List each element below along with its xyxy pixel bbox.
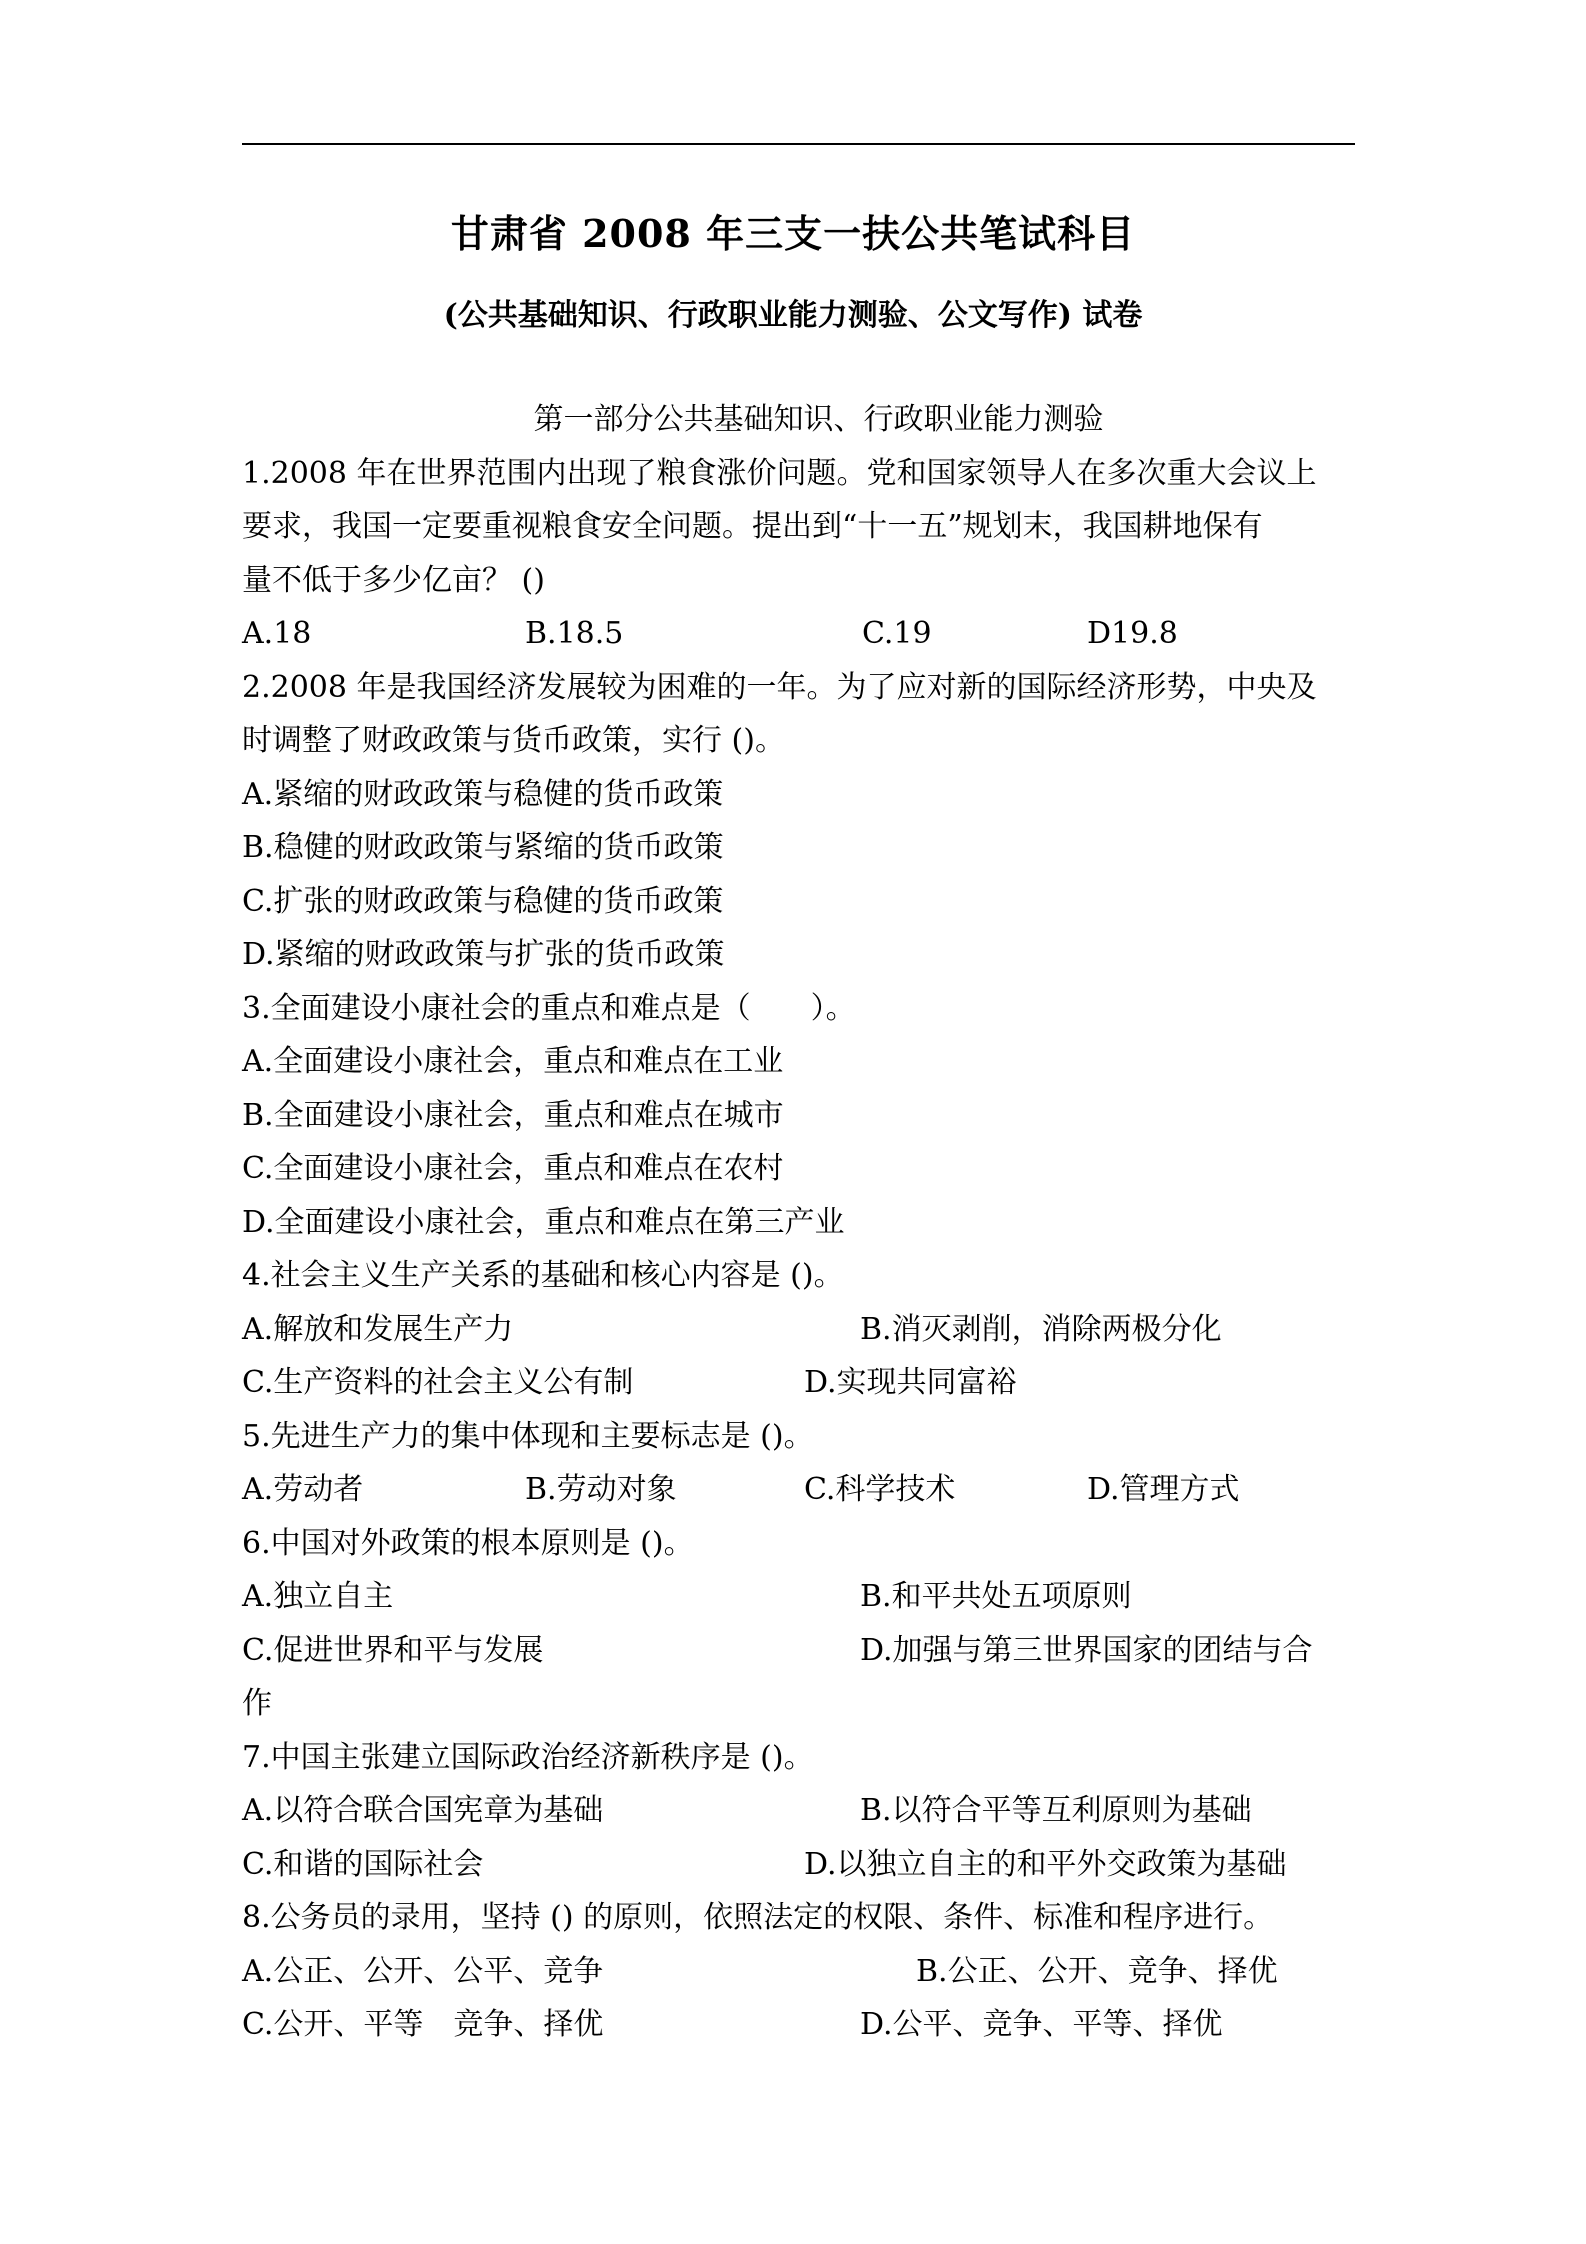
question-4-option-d: D.实现共同富裕 <box>804 1365 1017 1400</box>
question-5-option-a: A.劳动者 <box>242 1472 364 1507</box>
question-6-option-d: D.加强与第三世界国家的团结与合 <box>860 1632 1313 1668</box>
document-title: 甘肃省 2008 年三支一扶公共笔试科目 <box>450 211 1136 256</box>
section-title: 第一部分公共基础知识、行政职业能力测验 <box>533 402 1104 437</box>
question-6-option-a: A.独立自主 <box>242 1579 394 1614</box>
header-rule <box>242 143 1355 145</box>
question-7-options-row-1 <box>242 1784 1355 1838</box>
question-5-option-b: B.劳动对象 <box>525 1472 677 1507</box>
question-7-option-c: C.和谐的国际社会 <box>242 1846 484 1882</box>
question-5-stem: 5.先进生产力的集中体现和主要标志是 ()。 <box>242 1418 814 1454</box>
question-2-stem-line-2: 时调整了财政政策与货币政策，实行 ()。 <box>242 723 785 758</box>
question-1-option-d: D19.8 <box>1087 616 1178 651</box>
question-2-option-d: D.紧缩的财政政策与扩张的货币政策 <box>242 937 725 972</box>
question-3-option-a: A.全面建设小康社会，重点和难点在工业 <box>242 1044 784 1079</box>
question-7-stem: 7.中国主张建立国际政治经济新秩序是 ()。 <box>242 1739 814 1775</box>
question-1-option-a: A.18 <box>242 616 312 651</box>
question-7-option-a: A.以符合联合国宪章为基础 <box>242 1793 604 1828</box>
question-1-option-c: C.19 <box>862 616 932 651</box>
question-6-options-row-1 <box>242 1570 1355 1624</box>
question-2-stem-line-1: 2.2008 年是我国经济发展较为困难的一年。为了应对新的国际经济形势，中央及 <box>242 669 1317 705</box>
question-5-options <box>242 1463 1355 1517</box>
question-2-option-c: C.扩张的财政政策与稳健的货币政策 <box>242 883 724 919</box>
question-8-option-b: B.公正、公开、竞争、择优 <box>916 1953 1278 1989</box>
document-subtitle: (公共基础知识、行政职业能力测验、公文写作) 试卷 <box>443 298 1143 333</box>
question-4-stem: 4.社会主义生产关系的基础和核心内容是 ()。 <box>242 1258 844 1293</box>
question-7-option-b: B.以符合平等互利原则为基础 <box>860 1793 1252 1828</box>
question-5-option-d: D.管理方式 <box>1087 1472 1240 1507</box>
question-4-options-row-2 <box>242 1356 1355 1410</box>
question-8-option-a: A.公正、公开、公平、竞争 <box>242 1953 604 1989</box>
question-6-option-d-wrap: 作 <box>242 1686 272 1721</box>
question-6-option-b: B.和平共处五项原则 <box>860 1579 1132 1614</box>
question-8-options-row-2 <box>242 1998 1355 2052</box>
question-8-option-c: C.公开、平等 竞争、择优 <box>242 2007 604 2042</box>
question-2-option-b: B.稳健的财政政策与紧缩的货币政策 <box>242 830 724 865</box>
question-5-option-c: C.科学技术 <box>804 1472 956 1507</box>
question-4-options-row-1 <box>242 1303 1355 1357</box>
question-4-option-c: C.生产资料的社会主义公有制 <box>242 1365 634 1400</box>
question-7-options-row-2 <box>242 1838 1355 1892</box>
question-1-stem-line-2: 要求，我国一定要重视粮食安全问题。提出到“十一五”规划末，我国耕地保有 <box>242 509 1263 544</box>
question-8-option-d: D.公平、竞争、平等、择优 <box>860 2007 1223 2042</box>
question-3-stem: 3.全面建设小康社会的重点和难点是（ ）。 <box>242 990 856 1026</box>
question-8-options-row-1 <box>242 1945 1355 1999</box>
question-1-options <box>242 607 1355 661</box>
question-3-option-b: B.全面建设小康社会，重点和难点在城市 <box>242 1097 784 1133</box>
question-6-stem: 6.中国对外政策的根本原则是 ()。 <box>242 1525 694 1561</box>
question-8-stem: 8.公务员的录用，坚持 () 的原则，依照法定的权限、条件、标准和程序进行。 <box>242 1900 1274 1935</box>
question-4-option-b: B.消灭剥削，消除两极分化 <box>860 1311 1222 1347</box>
question-7-option-d: D.以独立自主的和平外交政策为基础 <box>804 1846 1287 1882</box>
question-3-option-c: C.全面建设小康社会，重点和难点在农村 <box>242 1151 784 1186</box>
question-3-option-d: D.全面建设小康社会，重点和难点在第三产业 <box>242 1204 845 1240</box>
question-1-stem-line-3: 量不低于多少亿亩？ () <box>242 562 545 598</box>
question-1-stem-line-1: 1.2008 年在世界范围内出现了粮食涨价问题。党和国家领导人在多次重大会议上 <box>242 455 1317 491</box>
question-6-options-row-2 <box>242 1624 1355 1678</box>
question-6-option-c: C.促进世界和平与发展 <box>242 1632 544 1668</box>
document-body <box>242 393 1355 2052</box>
question-2-option-a: A.紧缩的财政政策与稳健的货币政策 <box>242 776 724 812</box>
question-4-option-a: A.解放和发展生产力 <box>242 1311 514 1347</box>
question-1-option-b: B.18.5 <box>525 616 624 651</box>
